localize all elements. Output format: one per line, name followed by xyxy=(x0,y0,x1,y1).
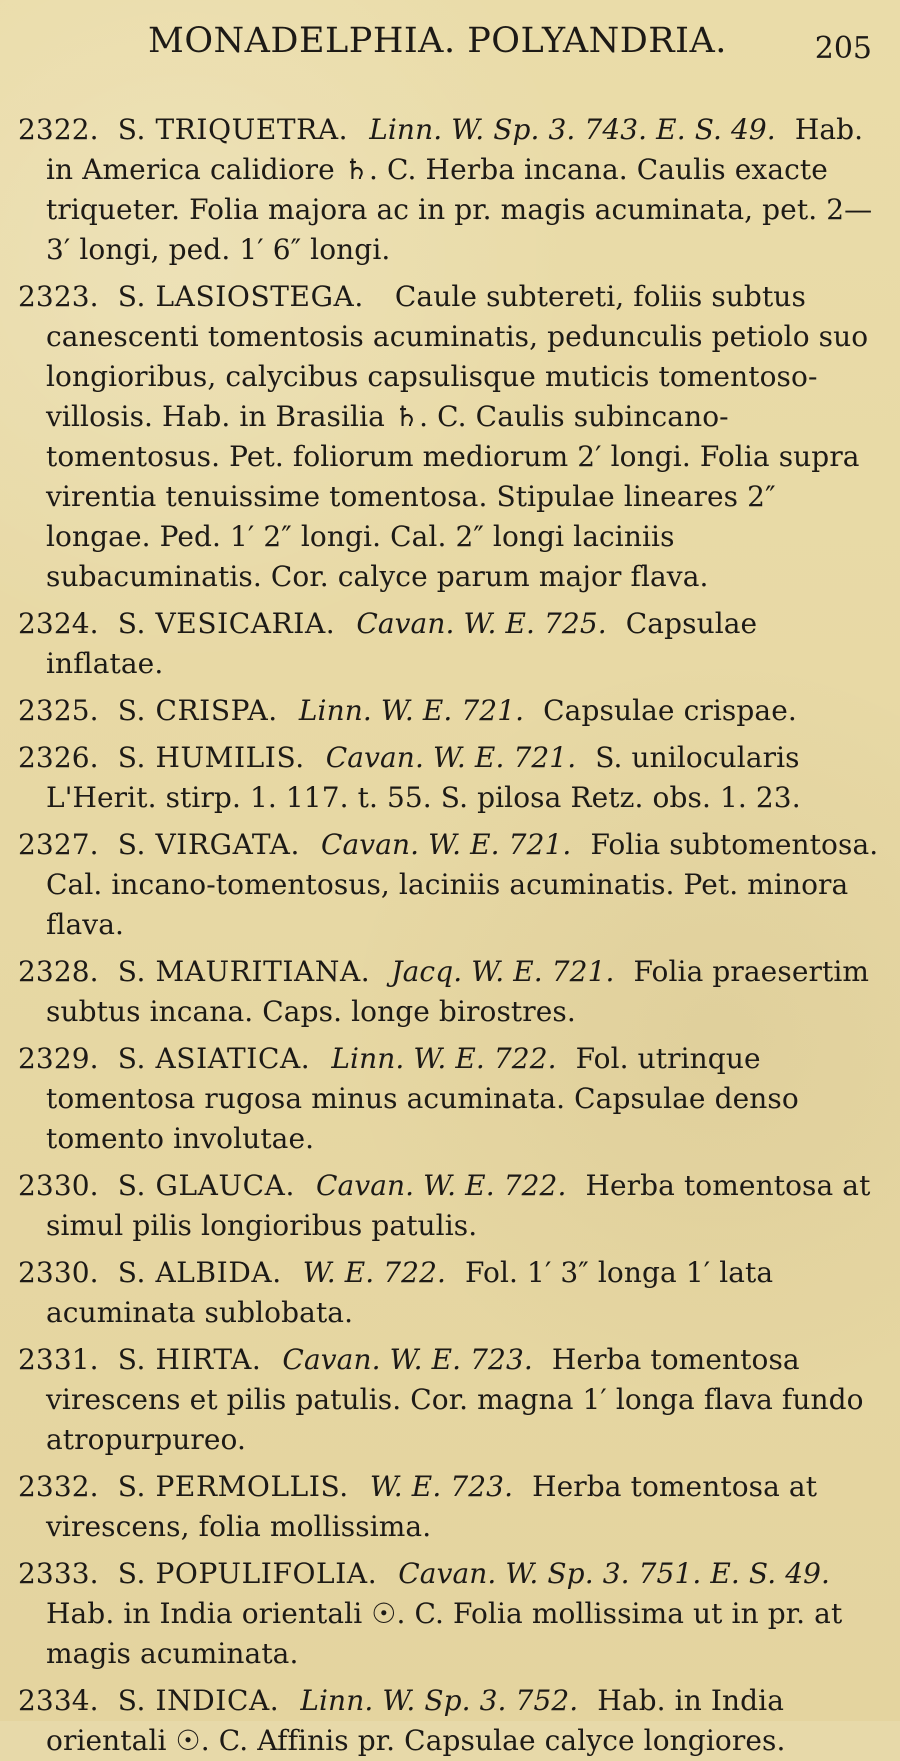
entry-number: 2331. xyxy=(18,1343,99,1376)
entry-description: Hab. in America calidiore ♄. C. Herba incana. Caulis exacte triqueter. Folia majora ac in pr. magis acuminata, pet. 2—3′ longi, ped. 1′ 6″ longi. xyxy=(46,113,873,266)
entry-citation: Cavan. W. E. 723. xyxy=(282,1343,533,1376)
entry-2330-glauca xyxy=(18,1166,882,1246)
entry-description: Folia subtomentosa. Cal. incano-tomentosus, laciniis acuminatis. Pet. minora flava. xyxy=(46,828,879,941)
entry-name: S. PERMOLLIS. xyxy=(117,1470,349,1503)
entry-description: Folia praesertim subtus incana. Caps. longe birostres. xyxy=(46,955,870,1028)
entry-number: 2329. xyxy=(18,1042,99,1075)
entry-citation: Cavan. W. E. 721. xyxy=(320,828,572,861)
entry-2329 xyxy=(18,1039,882,1159)
entry-name: S. INDICA. xyxy=(117,1684,280,1717)
entry-2326 xyxy=(18,738,882,818)
entry-2333 xyxy=(18,1554,882,1674)
entry-number: 2327. xyxy=(18,828,99,861)
entry-description: Caule subtereti, foliis subtus canescenti tomentosis acuminatis, pedunculis petiolo suo longioribus, calycibus capsulisque muticis tomentoso-villosis. Hab. in Brasilia ♄. C. Caulis subincano-tomentosus. Pet. foliorum mediorum 2′ longi. Folia supra virentia tenuissime tomentosa. Stipulae lineares 2″ longae. Ped. 1′ 2″ longi. Cal. 2″ longi laciniis subacuminatis. Cor. calyce parum major flava. xyxy=(46,280,869,593)
entry-name: S. VESICARIA. xyxy=(117,607,336,640)
entry-name: S. TRIQUETRA. xyxy=(117,113,349,146)
entry-number: 2324. xyxy=(18,607,99,640)
entry-description: Fol. utrinque tomentosa rugosa minus acuminata. Capsulae denso tomento involutae. xyxy=(46,1042,799,1155)
entry-name: S. VIRGATA. xyxy=(117,828,300,861)
entry-citation: Linn. W. E. 721. xyxy=(298,694,525,727)
entry-number: 2333. xyxy=(18,1557,99,1590)
entry-number: 2322. xyxy=(18,113,99,146)
entry-2332 xyxy=(18,1467,882,1547)
entry-citation: Cavan. W. E. 722. xyxy=(316,1169,567,1202)
entry-name: S. HIRTA. xyxy=(117,1343,262,1376)
entry-2334 xyxy=(18,1681,882,1761)
entry-description: Fol. 1′ 3″ longa 1′ lata acuminata sublobata. xyxy=(46,1256,774,1329)
entry-citation: Cavan. W. E. 721. xyxy=(325,741,577,774)
entry-number: 2328. xyxy=(18,955,99,988)
entry-2328 xyxy=(18,952,882,1032)
entry-name: S. LASIOSTEGA. xyxy=(117,280,364,313)
entry-2323 xyxy=(18,277,882,597)
entry-citation: Linn. W. E. 722. xyxy=(331,1042,557,1075)
entry-description: Capsulae inflatae. xyxy=(46,607,758,680)
entry-2331 xyxy=(18,1340,882,1460)
entry-number: 2323. xyxy=(18,280,99,313)
entry-name: S. GLAUCA. xyxy=(117,1169,295,1202)
entry-citation: Cavan. W. E. 725. xyxy=(356,607,607,640)
entry-citation: Jacq. W. E. 721. xyxy=(391,955,615,988)
entry-number: 2334. xyxy=(18,1684,99,1717)
entry-description: S. unilocularis L'Herit. stirp. 1. 117. t. 55. S. pilosa Retz. obs. 1. 23. xyxy=(46,741,801,814)
entry-2327 xyxy=(18,825,882,945)
entry-number: 2332. xyxy=(18,1470,99,1503)
entry-citation: W. E. 723. xyxy=(369,1470,514,1503)
entry-2324 xyxy=(18,604,882,684)
entry-name: S. MAURITIANA. xyxy=(117,955,371,988)
entry-name: S. POPULIFOLIA. xyxy=(117,1557,378,1590)
entry-description: Hab. in India orientali ☉. C. Folia mollissima ut in pr. at magis acuminata. xyxy=(46,1597,843,1670)
entry-citation: W. E. 722. xyxy=(302,1256,446,1289)
entry-number: 2325. xyxy=(18,694,99,727)
entry-description: Herba tomentosa at virescens, folia mollissima. xyxy=(46,1470,818,1543)
entry-number: 2330. xyxy=(18,1169,99,1202)
page-title: MONADELPHIA. POLYANDRIA. xyxy=(148,21,727,61)
entry-2330-albida xyxy=(18,1253,882,1333)
entry-citation: Cavan. W. Sp. 3. 751. E. S. 49. xyxy=(398,1557,831,1590)
entry-description: Herba tomentosa virescens et pilis patulis. Cor. magna 1′ longa flava fundo atropurpureo. xyxy=(46,1343,864,1456)
entry-name: S. CRISPA. xyxy=(117,694,278,727)
entry-name: S. HUMILIS. xyxy=(117,741,305,774)
entry-2325 xyxy=(18,691,882,731)
entry-number: 2330. xyxy=(18,1256,99,1289)
page-header xyxy=(18,18,882,80)
entry-citation: Linn. W. Sp. 3. 752. xyxy=(300,1684,579,1717)
entry-description: Herba tomentosa at simul pilis longioribus patulis. xyxy=(46,1169,871,1242)
entry-2322 xyxy=(18,110,882,270)
entry-name: S. ASIATICA. xyxy=(117,1042,311,1075)
entry-description: Capsulae crispae. xyxy=(543,694,797,727)
entry-name: S. ALBIDA. xyxy=(117,1256,282,1289)
botanical-entries xyxy=(18,110,882,1761)
page-number: 205 xyxy=(814,31,872,66)
entry-description: Hab. in India orientali ☉. C. Affinis pr. Capsulae calyce longiores. xyxy=(46,1684,786,1757)
entry-number: 2326. xyxy=(18,741,99,774)
entry-citation: Linn. W. Sp. 3. 743. E. S. 49. xyxy=(369,113,776,146)
